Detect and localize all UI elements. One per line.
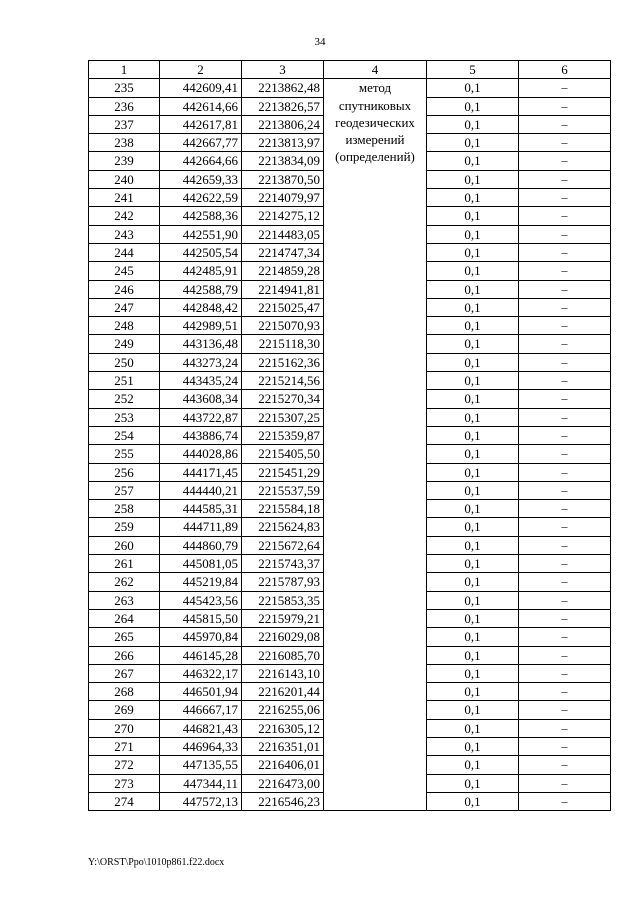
accuracy-cell: 0,1 (427, 664, 519, 682)
note-cell: – (519, 189, 611, 207)
note-cell: – (519, 426, 611, 444)
point-number-cell: 242 (89, 207, 160, 225)
y-coordinate-cell: 2213806,24 (242, 115, 324, 133)
note-cell: – (519, 97, 611, 115)
note-cell: – (519, 463, 611, 481)
y-coordinate-cell: 2215624,83 (242, 518, 324, 536)
point-number-cell: 238 (89, 134, 160, 152)
x-coordinate-cell: 444585,31 (160, 500, 242, 518)
point-number-cell: 235 (89, 79, 160, 97)
y-coordinate-cell: 2215307,25 (242, 408, 324, 426)
accuracy-cell: 0,1 (427, 134, 519, 152)
x-coordinate-cell: 442848,42 (160, 298, 242, 316)
x-coordinate-cell: 447135,55 (160, 756, 242, 774)
note-cell: – (519, 408, 611, 426)
accuracy-cell: 0,1 (427, 79, 519, 97)
point-number-cell: 260 (89, 536, 160, 554)
x-coordinate-cell: 443435,24 (160, 372, 242, 390)
note-cell: – (519, 262, 611, 280)
accuracy-cell: 0,1 (427, 737, 519, 755)
point-number-cell: 248 (89, 317, 160, 335)
point-number-cell: 254 (89, 426, 160, 444)
accuracy-cell: 0,1 (427, 609, 519, 627)
y-coordinate-cell: 2216351,01 (242, 737, 324, 755)
x-coordinate-cell: 442622,59 (160, 189, 242, 207)
x-coordinate-cell: 444028,86 (160, 445, 242, 463)
y-coordinate-cell: 2216143,10 (242, 664, 324, 682)
y-coordinate-cell: 2216546,23 (242, 792, 324, 810)
method-cell: метод спутниковых геодезических измерений (определений) (324, 79, 427, 811)
accuracy-cell: 0,1 (427, 463, 519, 481)
point-number-cell: 244 (89, 243, 160, 261)
x-coordinate-cell: 443608,34 (160, 390, 242, 408)
y-coordinate-cell: 2215162,36 (242, 353, 324, 371)
x-coordinate-cell: 446501,94 (160, 683, 242, 701)
point-number-cell: 246 (89, 280, 160, 298)
note-cell: – (519, 555, 611, 573)
x-coordinate-cell: 442659,33 (160, 170, 242, 188)
accuracy-cell: 0,1 (427, 408, 519, 426)
accuracy-cell: 0,1 (427, 335, 519, 353)
point-number-cell: 250 (89, 353, 160, 371)
y-coordinate-cell: 2213826,57 (242, 97, 324, 115)
x-coordinate-cell: 443886,74 (160, 426, 242, 444)
x-coordinate-cell: 442485,91 (160, 262, 242, 280)
accuracy-cell: 0,1 (427, 555, 519, 573)
accuracy-cell: 0,1 (427, 97, 519, 115)
point-number-cell: 243 (89, 225, 160, 243)
y-coordinate-cell: 2216029,08 (242, 628, 324, 646)
y-coordinate-cell: 2216473,00 (242, 774, 324, 792)
y-coordinate-cell: 2215537,59 (242, 481, 324, 499)
note-cell: – (519, 774, 611, 792)
point-number-cell: 257 (89, 481, 160, 499)
accuracy-cell: 0,1 (427, 115, 519, 133)
y-coordinate-cell: 2213834,09 (242, 152, 324, 170)
point-number-cell: 262 (89, 573, 160, 591)
y-coordinate-cell: 2216305,12 (242, 719, 324, 737)
note-cell: – (519, 683, 611, 701)
note-cell: – (519, 152, 611, 170)
x-coordinate-cell: 442664,66 (160, 152, 242, 170)
accuracy-cell: 0,1 (427, 628, 519, 646)
point-number-cell: 268 (89, 683, 160, 701)
header-col-2: 2 (160, 61, 242, 79)
y-coordinate-cell: 2215584,18 (242, 500, 324, 518)
page-number: 34 (314, 36, 326, 48)
y-coordinate-cell: 2216085,70 (242, 646, 324, 664)
table-header-row (89, 61, 611, 79)
y-coordinate-cell: 2213862,48 (242, 79, 324, 97)
accuracy-cell: 0,1 (427, 317, 519, 335)
point-number-cell: 245 (89, 262, 160, 280)
point-number-cell: 267 (89, 664, 160, 682)
point-number-cell: 269 (89, 701, 160, 719)
x-coordinate-cell: 443273,24 (160, 353, 242, 371)
note-cell: – (519, 573, 611, 591)
point-number-cell: 261 (89, 555, 160, 573)
y-coordinate-cell: 2215853,35 (242, 591, 324, 609)
x-coordinate-cell: 445815,50 (160, 609, 242, 627)
y-coordinate-cell: 2215672,64 (242, 536, 324, 554)
point-number-cell: 265 (89, 628, 160, 646)
point-number-cell: 256 (89, 463, 160, 481)
table-body (89, 79, 611, 811)
accuracy-cell: 0,1 (427, 298, 519, 316)
header-col-5: 5 (427, 61, 519, 79)
point-number-cell: 258 (89, 500, 160, 518)
note-cell: – (519, 372, 611, 390)
note-cell: – (519, 792, 611, 810)
note-cell: – (519, 335, 611, 353)
note-cell: – (519, 317, 611, 335)
accuracy-cell: 0,1 (427, 774, 519, 792)
header-col-6: 6 (519, 61, 611, 79)
x-coordinate-cell: 442614,66 (160, 97, 242, 115)
accuracy-cell: 0,1 (427, 152, 519, 170)
y-coordinate-cell: 2216255,06 (242, 701, 324, 719)
x-coordinate-cell: 443722,87 (160, 408, 242, 426)
x-coordinate-cell: 446145,28 (160, 646, 242, 664)
x-coordinate-cell: 445081,05 (160, 555, 242, 573)
x-coordinate-cell: 442667,77 (160, 134, 242, 152)
point-number-cell: 251 (89, 372, 160, 390)
note-cell: – (519, 134, 611, 152)
point-number-cell: 274 (89, 792, 160, 810)
accuracy-cell: 0,1 (427, 701, 519, 719)
note-cell: – (519, 79, 611, 97)
accuracy-cell: 0,1 (427, 170, 519, 188)
point-number-cell: 273 (89, 774, 160, 792)
accuracy-cell: 0,1 (427, 243, 519, 261)
point-number-cell: 263 (89, 591, 160, 609)
point-number-cell: 236 (89, 97, 160, 115)
x-coordinate-cell: 446322,17 (160, 664, 242, 682)
note-cell: – (519, 445, 611, 463)
x-coordinate-cell: 445219,84 (160, 573, 242, 591)
y-coordinate-cell: 2214483,05 (242, 225, 324, 243)
note-cell: – (519, 280, 611, 298)
point-number-cell: 252 (89, 390, 160, 408)
accuracy-cell: 0,1 (427, 591, 519, 609)
y-coordinate-cell: 2216201,44 (242, 683, 324, 701)
point-number-cell: 264 (89, 609, 160, 627)
y-coordinate-cell: 2214079,97 (242, 189, 324, 207)
point-number-cell: 249 (89, 335, 160, 353)
accuracy-cell: 0,1 (427, 189, 519, 207)
y-coordinate-cell: 2213870,50 (242, 170, 324, 188)
x-coordinate-cell: 445423,56 (160, 591, 242, 609)
y-coordinate-cell: 2214941,81 (242, 280, 324, 298)
x-coordinate-cell: 446964,33 (160, 737, 242, 755)
note-cell: – (519, 609, 611, 627)
x-coordinate-cell: 442588,36 (160, 207, 242, 225)
header-col-1: 1 (89, 61, 160, 79)
accuracy-cell: 0,1 (427, 207, 519, 225)
point-number-cell: 266 (89, 646, 160, 664)
x-coordinate-cell: 442617,81 (160, 115, 242, 133)
accuracy-cell: 0,1 (427, 280, 519, 298)
y-coordinate-cell: 2215270,34 (242, 390, 324, 408)
accuracy-cell: 0,1 (427, 353, 519, 371)
y-coordinate-cell: 2215359,87 (242, 426, 324, 444)
note-cell: – (519, 701, 611, 719)
point-number-cell: 270 (89, 719, 160, 737)
note-cell: – (519, 115, 611, 133)
note-cell: – (519, 207, 611, 225)
x-coordinate-cell: 443136,48 (160, 335, 242, 353)
x-coordinate-cell: 444860,79 (160, 536, 242, 554)
accuracy-cell: 0,1 (427, 536, 519, 554)
note-cell: – (519, 481, 611, 499)
note-cell: – (519, 628, 611, 646)
note-cell: – (519, 719, 611, 737)
point-number-cell: 237 (89, 115, 160, 133)
header-col-3: 3 (242, 61, 324, 79)
accuracy-cell: 0,1 (427, 719, 519, 737)
x-coordinate-cell: 445970,84 (160, 628, 242, 646)
y-coordinate-cell: 2215405,50 (242, 445, 324, 463)
x-coordinate-cell: 442609,41 (160, 79, 242, 97)
accuracy-cell: 0,1 (427, 573, 519, 591)
accuracy-cell: 0,1 (427, 646, 519, 664)
note-cell: – (519, 390, 611, 408)
point-number-cell: 240 (89, 170, 160, 188)
x-coordinate-cell: 442505,54 (160, 243, 242, 261)
note-cell: – (519, 500, 611, 518)
y-coordinate-cell: 2215118,30 (242, 335, 324, 353)
x-coordinate-cell: 442551,90 (160, 225, 242, 243)
x-coordinate-cell: 442989,51 (160, 317, 242, 335)
note-cell: – (519, 536, 611, 554)
y-coordinate-cell: 2215070,93 (242, 317, 324, 335)
note-cell: – (519, 518, 611, 536)
point-number-cell: 271 (89, 737, 160, 755)
note-cell: – (519, 664, 611, 682)
y-coordinate-cell: 2214275,12 (242, 207, 324, 225)
accuracy-cell: 0,1 (427, 390, 519, 408)
point-number-cell: 259 (89, 518, 160, 536)
y-coordinate-cell: 2215787,93 (242, 573, 324, 591)
y-coordinate-cell: 2214747,34 (242, 243, 324, 261)
accuracy-cell: 0,1 (427, 445, 519, 463)
header-col-4: 4 (324, 61, 427, 79)
note-cell: – (519, 353, 611, 371)
y-coordinate-cell: 2215979,21 (242, 609, 324, 627)
note-cell: – (519, 591, 611, 609)
x-coordinate-cell: 444711,89 (160, 518, 242, 536)
accuracy-cell: 0,1 (427, 481, 519, 499)
note-cell: – (519, 170, 611, 188)
point-number-cell: 272 (89, 756, 160, 774)
y-coordinate-cell: 2215743,37 (242, 555, 324, 573)
note-cell: – (519, 243, 611, 261)
x-coordinate-cell: 447572,13 (160, 792, 242, 810)
y-coordinate-cell: 2213813,97 (242, 134, 324, 152)
accuracy-cell: 0,1 (427, 683, 519, 701)
accuracy-cell: 0,1 (427, 372, 519, 390)
point-number-cell: 255 (89, 445, 160, 463)
point-number-cell: 239 (89, 152, 160, 170)
note-cell: – (519, 646, 611, 664)
point-number-cell: 247 (89, 298, 160, 316)
y-coordinate-cell: 2214859,28 (242, 262, 324, 280)
y-coordinate-cell: 2215214,56 (242, 372, 324, 390)
point-number-cell: 241 (89, 189, 160, 207)
note-cell: – (519, 756, 611, 774)
accuracy-cell: 0,1 (427, 792, 519, 810)
x-coordinate-cell: 444440,21 (160, 481, 242, 499)
accuracy-cell: 0,1 (427, 518, 519, 536)
accuracy-cell: 0,1 (427, 262, 519, 280)
table-row (89, 79, 611, 97)
note-cell: – (519, 737, 611, 755)
y-coordinate-cell: 2216406,01 (242, 756, 324, 774)
accuracy-cell: 0,1 (427, 500, 519, 518)
accuracy-cell: 0,1 (427, 426, 519, 444)
x-coordinate-cell: 444171,45 (160, 463, 242, 481)
x-coordinate-cell: 446821,43 (160, 719, 242, 737)
x-coordinate-cell: 442588,79 (160, 280, 242, 298)
note-cell: – (519, 225, 611, 243)
accuracy-cell: 0,1 (427, 756, 519, 774)
y-coordinate-cell: 2215451,29 (242, 463, 324, 481)
accuracy-cell: 0,1 (427, 225, 519, 243)
note-cell: – (519, 298, 611, 316)
y-coordinate-cell: 2215025,47 (242, 298, 324, 316)
coordinates-table (88, 60, 611, 811)
x-coordinate-cell: 447344,11 (160, 774, 242, 792)
footer-file-path: Y:\ORST\Ppo\1010p861.f22.docx (88, 857, 225, 868)
point-number-cell: 253 (89, 408, 160, 426)
x-coordinate-cell: 446667,17 (160, 701, 242, 719)
